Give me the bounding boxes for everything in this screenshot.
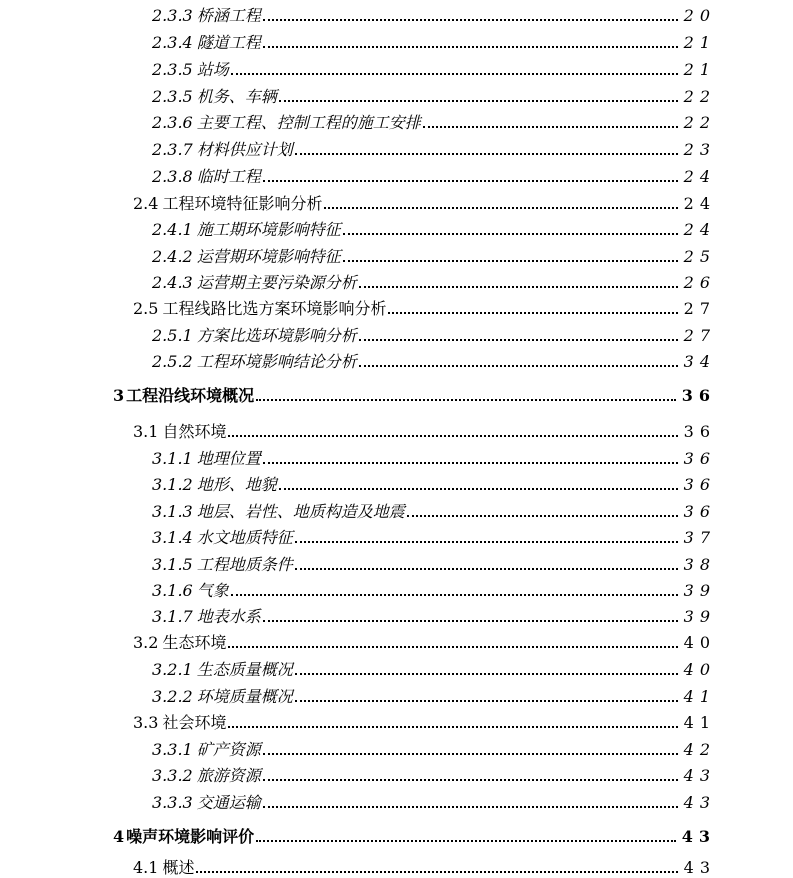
toc-entry-page: 36	[683, 475, 716, 494]
toc-entry-title: 地形、地貌	[196, 475, 277, 494]
toc-entry[interactable]	[152, 791, 716, 813]
toc-entry-page: 42	[683, 740, 716, 759]
toc-entry-number: 2.5	[133, 299, 159, 318]
toc-entry-title: 运营期主要污染源分析	[196, 273, 357, 292]
toc-entry-number: 3.1.6	[152, 581, 193, 600]
dot-leader	[295, 700, 678, 702]
dot-leader	[295, 673, 678, 675]
toc-entry-page: 24	[683, 194, 716, 213]
toc-entry-title: 地表水系	[196, 607, 261, 626]
dot-leader	[263, 462, 678, 464]
dot-leader	[196, 871, 677, 873]
toc-entry[interactable]	[113, 384, 716, 406]
toc-entry-title: 气象	[196, 581, 229, 600]
toc-entry-number: 3.3.1	[152, 740, 193, 759]
toc-entry[interactable]	[152, 4, 716, 26]
toc-entry-title: 地理位置	[196, 449, 261, 468]
toc-entry[interactable]	[152, 473, 716, 495]
toc-entry[interactable]	[152, 658, 716, 680]
dot-leader	[343, 233, 678, 235]
dot-leader	[263, 620, 678, 622]
dot-leader	[279, 100, 678, 102]
toc-entry-number: 2.5.2	[152, 352, 193, 371]
toc-entry-title: 方案比选环境影响分析	[196, 326, 357, 345]
toc-entry[interactable]	[152, 271, 716, 293]
toc-entry-title: 机务、车辆	[196, 87, 277, 106]
toc-entry-number: 3.1.2	[152, 475, 193, 494]
toc-entry[interactable]	[152, 579, 716, 601]
toc-entry-page: 39	[683, 607, 716, 626]
toc-entry-title: 地层、岩性、地质构造及地震	[196, 502, 405, 521]
toc-entry-page: 41	[683, 713, 716, 732]
dot-leader	[228, 646, 677, 648]
toc-entry-title: 站场	[196, 60, 229, 79]
toc-entry-page: 43	[683, 793, 716, 812]
toc-entry-page: 27	[683, 299, 716, 318]
toc-entry-page: 41	[683, 687, 716, 706]
toc-entry-page: 43	[683, 858, 716, 877]
toc-entry[interactable]	[152, 85, 716, 107]
toc-entry-page: 40	[683, 633, 716, 652]
dot-leader	[295, 153, 678, 155]
toc-entry[interactable]	[152, 324, 716, 346]
toc-entry[interactable]	[133, 420, 716, 442]
toc-entry-number: 3.1.7	[152, 607, 193, 626]
toc-entry-page: 26	[683, 273, 716, 292]
dot-leader	[295, 541, 678, 543]
toc-entry-title: 桥涵工程	[196, 6, 261, 25]
toc-entry-title: 概述	[162, 858, 195, 877]
toc-entry-page: 36	[683, 449, 716, 468]
toc-entry-title: 主要工程、控制工程的施工安排	[196, 113, 421, 132]
toc-entry-page: 21	[683, 33, 716, 52]
toc-entry[interactable]	[152, 31, 716, 53]
toc-entry-number: 2.4	[133, 194, 159, 213]
toc-entry-number: 2.3.5	[152, 87, 193, 106]
toc-entry-page: 24	[683, 167, 716, 186]
dot-leader	[359, 339, 678, 341]
toc-entry-number: 3	[113, 386, 125, 405]
dot-leader	[263, 46, 678, 48]
toc-entry[interactable]	[152, 447, 716, 469]
toc-entry-page: 43	[681, 827, 716, 846]
dot-leader	[295, 568, 678, 570]
toc-entry-number: 3.1.5	[152, 555, 193, 574]
toc-entry-page: 39	[683, 581, 716, 600]
toc-entry-page: 36	[681, 386, 716, 405]
toc-entry-page: 22	[683, 113, 716, 132]
toc-entry-page: 43	[683, 766, 716, 785]
dot-leader	[359, 286, 678, 288]
toc-entry-number: 2.4.1	[152, 220, 193, 239]
toc-entry[interactable]	[152, 553, 716, 575]
toc-entry-title: 工程沿线环境概况	[126, 386, 255, 405]
toc-entry-title: 生态质量概况	[196, 660, 293, 679]
toc-entry[interactable]	[152, 165, 716, 187]
dot-leader	[256, 840, 676, 842]
toc-entry[interactable]	[133, 711, 716, 733]
toc-entry-number: 3.2	[133, 633, 159, 652]
toc-entry-title: 噪声环境影响评价	[126, 827, 255, 846]
toc-entry[interactable]	[133, 631, 716, 653]
toc-entry-number: 2.3.3	[152, 6, 193, 25]
dot-leader	[407, 515, 678, 517]
toc-entry-page: 25	[683, 247, 716, 266]
dot-leader	[263, 19, 678, 21]
toc-entry-title: 矿产资源	[196, 740, 261, 759]
toc-entry-number: 3.2.2	[152, 687, 193, 706]
toc-entry-page: 23	[683, 140, 716, 159]
toc-entry-title: 工程地质条件	[196, 555, 293, 574]
toc-entry[interactable]	[113, 825, 716, 847]
toc-entry-number: 2.3.5	[152, 60, 193, 79]
toc-entry[interactable]	[152, 685, 716, 707]
toc-entry[interactable]	[133, 297, 716, 319]
toc-entry-title: 施工期环境影响特征	[196, 220, 341, 239]
dot-leader	[388, 312, 677, 314]
toc-entry-number: 3.2.1	[152, 660, 193, 679]
dot-leader	[324, 207, 677, 209]
toc-entry-number: 3.3.3	[152, 793, 193, 812]
dot-leader	[263, 180, 678, 182]
toc-entry-page: 34	[683, 352, 716, 371]
toc-entry-page: 40	[683, 660, 716, 679]
toc-entry-page: 22	[683, 87, 716, 106]
toc-entry-number: 2.3.7	[152, 140, 193, 159]
toc-entry-title: 旅游资源	[196, 766, 261, 785]
toc-entry[interactable]	[152, 138, 716, 160]
toc-entry-number: 4	[113, 827, 125, 846]
toc-entry-title: 工程环境特征影响分析	[162, 194, 323, 213]
toc-entry[interactable]	[133, 192, 716, 214]
toc-entry-number: 3.1.1	[152, 449, 193, 468]
dot-leader	[279, 488, 678, 490]
dot-leader	[263, 753, 678, 755]
dot-leader	[231, 73, 678, 75]
toc-entry[interactable]	[152, 350, 716, 372]
toc-entry-page: 36	[683, 422, 716, 441]
toc-entry[interactable]	[152, 58, 716, 80]
toc-entry-page: 21	[683, 60, 716, 79]
toc-entry[interactable]	[152, 218, 716, 240]
toc-entry-number: 3.3.2	[152, 766, 193, 785]
toc-entry-page: 36	[683, 502, 716, 521]
dot-leader	[256, 399, 676, 401]
toc-entry-number: 4.1	[133, 858, 159, 877]
toc-entry-page: 27	[683, 326, 716, 345]
toc-entry-page: 38	[683, 555, 716, 574]
toc-entry-title: 工程环境影响结论分析	[196, 352, 357, 371]
toc-entry-title: 临时工程	[196, 167, 261, 186]
toc-entry-number: 2.3.4	[152, 33, 193, 52]
dot-leader	[231, 594, 678, 596]
dot-leader	[228, 726, 677, 728]
toc-entry-title: 自然环境	[162, 422, 227, 441]
toc-entry[interactable]	[152, 526, 716, 548]
toc-entry-page: 24	[683, 220, 716, 239]
dot-leader	[263, 806, 678, 808]
dot-leader	[263, 779, 678, 781]
toc-entry-title: 水文地质特征	[196, 528, 293, 547]
toc-entry-number: 2.3.8	[152, 167, 193, 186]
toc-entry-number: 3.1	[133, 422, 159, 441]
toc-entry-number: 3.1.3	[152, 502, 193, 521]
toc-entry[interactable]	[152, 245, 716, 267]
toc-entry-number: 2.3.6	[152, 113, 193, 132]
toc-entry-number: 2.4.2	[152, 247, 193, 266]
toc-entry-title: 生态环境	[162, 633, 227, 652]
toc-entry-number: 2.5.1	[152, 326, 193, 345]
dot-leader	[228, 435, 677, 437]
dot-leader	[343, 260, 678, 262]
toc-entry[interactable]	[152, 605, 716, 627]
toc-entry-title: 材料供应计划	[196, 140, 293, 159]
toc-entry-title: 运营期环境影响特征	[196, 247, 341, 266]
toc-entry[interactable]	[152, 500, 716, 522]
dot-leader	[423, 126, 678, 128]
toc-entry[interactable]	[152, 111, 716, 133]
toc-entry-page: 37	[683, 528, 716, 547]
toc-entry-title: 隧道工程	[196, 33, 261, 52]
dot-leader	[359, 365, 678, 367]
toc-entry[interactable]	[152, 738, 716, 760]
toc-entry-title: 工程线路比选方案环境影响分析	[162, 299, 387, 318]
toc-entry-title: 交通运输	[196, 793, 261, 812]
toc-entry-title: 社会环境	[162, 713, 227, 732]
toc-entry-page: 20	[683, 6, 716, 25]
toc-entry-title: 环境质量概况	[196, 687, 293, 706]
toc-entry-number: 3.1.4	[152, 528, 193, 547]
toc-entry[interactable]	[152, 764, 716, 786]
toc-entry-number: 2.4.3	[152, 273, 193, 292]
toc-entry-number: 3.3	[133, 713, 159, 732]
